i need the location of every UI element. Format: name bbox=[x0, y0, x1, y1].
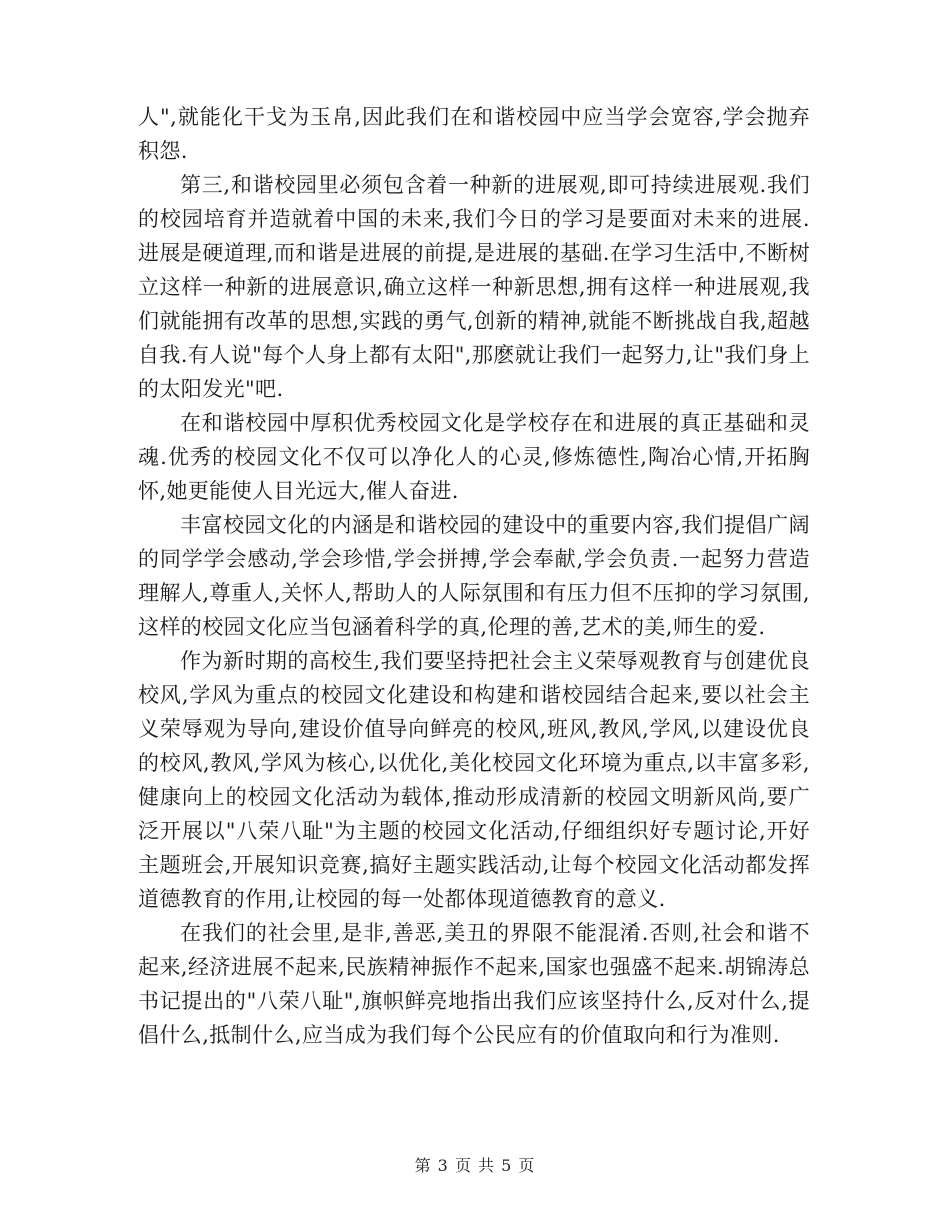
page-number-footer: 第 3 页 共 5 页 bbox=[414, 1156, 536, 1175]
paragraph-campus-culture: 在和谐校园中厚积优秀校园文化是学校存在和进展的真正基础和灵魂.优秀的校园文化不仅可以净化人的心灵,修炼德性,陶冶心情,开拓胸怀,她更能使人目光远大,催人奋进. bbox=[138, 411, 810, 503]
paragraph-society-values: 在我们的社会里,是非,善恶,美丑的界限不能混淆.否则,社会和谐不起来,经济进展不起来,民族精神振作不起来,国家也强盛不起来.胡锦涛总书记提出的"八荣八耻",旗帜鲜亮地指出我们应该坚持什么,反对什么,提倡什么,抵制什么,应当成为我们每个公民应有的价值取向和行为准则. bbox=[138, 921, 810, 1047]
paragraph-university-students: 作为新时期的高校生,我们要坚持把社会主义荣辱观教育与创建优良校风,学风为重点的校园文化建设和构建和谐校园结合起来,要以社会主义荣辱观为导向,建设价值导向鲜亮的校风,班风,教风,学风,以建设优良的校风,教风,学风为核心,以优化,美化校园文化环境为重点,以丰富多彩,健康向上的校园文化活动为载体,推动形成清新的校园文明新风尚,要广泛开展以"八荣八耻"为主题的校园文化活动,仔细组织好专题讨论,开好主题班会,开展知识竞赛,搞好主题实践活动,让每个校园文化活动都发挥道德教育的作用,让校园的每一处都体现道德教育的意义. bbox=[138, 649, 810, 911]
document-body bbox=[138, 100, 810, 1052]
paragraph-third-point: 第三,和谐校园里必须包含着一种新的进展观,即可持续进展观.我们的校园培育并造就着中国的未来,我们今日的学习是要面对未来的进展.进展是硬道理,而和谐是进展的前提,是进展的基础.在学习生活中,不断树立这样一种新的进展意识,确立这样一种新思想,拥有这样一种进展观,我们就能拥有改革的思想,实践的勇气,创新的精神,就能不断挑战自我,超越自我.有人说"每个人身上都有太阳",那麽就让我们一起努力,让"我们身上的太阳发光"吧. bbox=[138, 173, 811, 401]
paragraph-continuation: 人",就能化干戈为玉帛,因此我们在和谐校园中应当学会宽容,学会抛弃积怨. bbox=[138, 105, 810, 163]
paragraph-enrich-culture: 丰富校园文化的内涵是和谐校园的建设中的重要内容,我们提倡广阔的同学学会感动,学会珍惜,学会拼搏,学会奉献,学会负责.一起努力营造理解人,尊重人,关怀人,帮助人的人际氛围和有压力但不压抑的学习氛围,这样的校园文化应当包涵着科学的真,伦理的善,艺术的美,师生的爱. bbox=[138, 513, 810, 639]
